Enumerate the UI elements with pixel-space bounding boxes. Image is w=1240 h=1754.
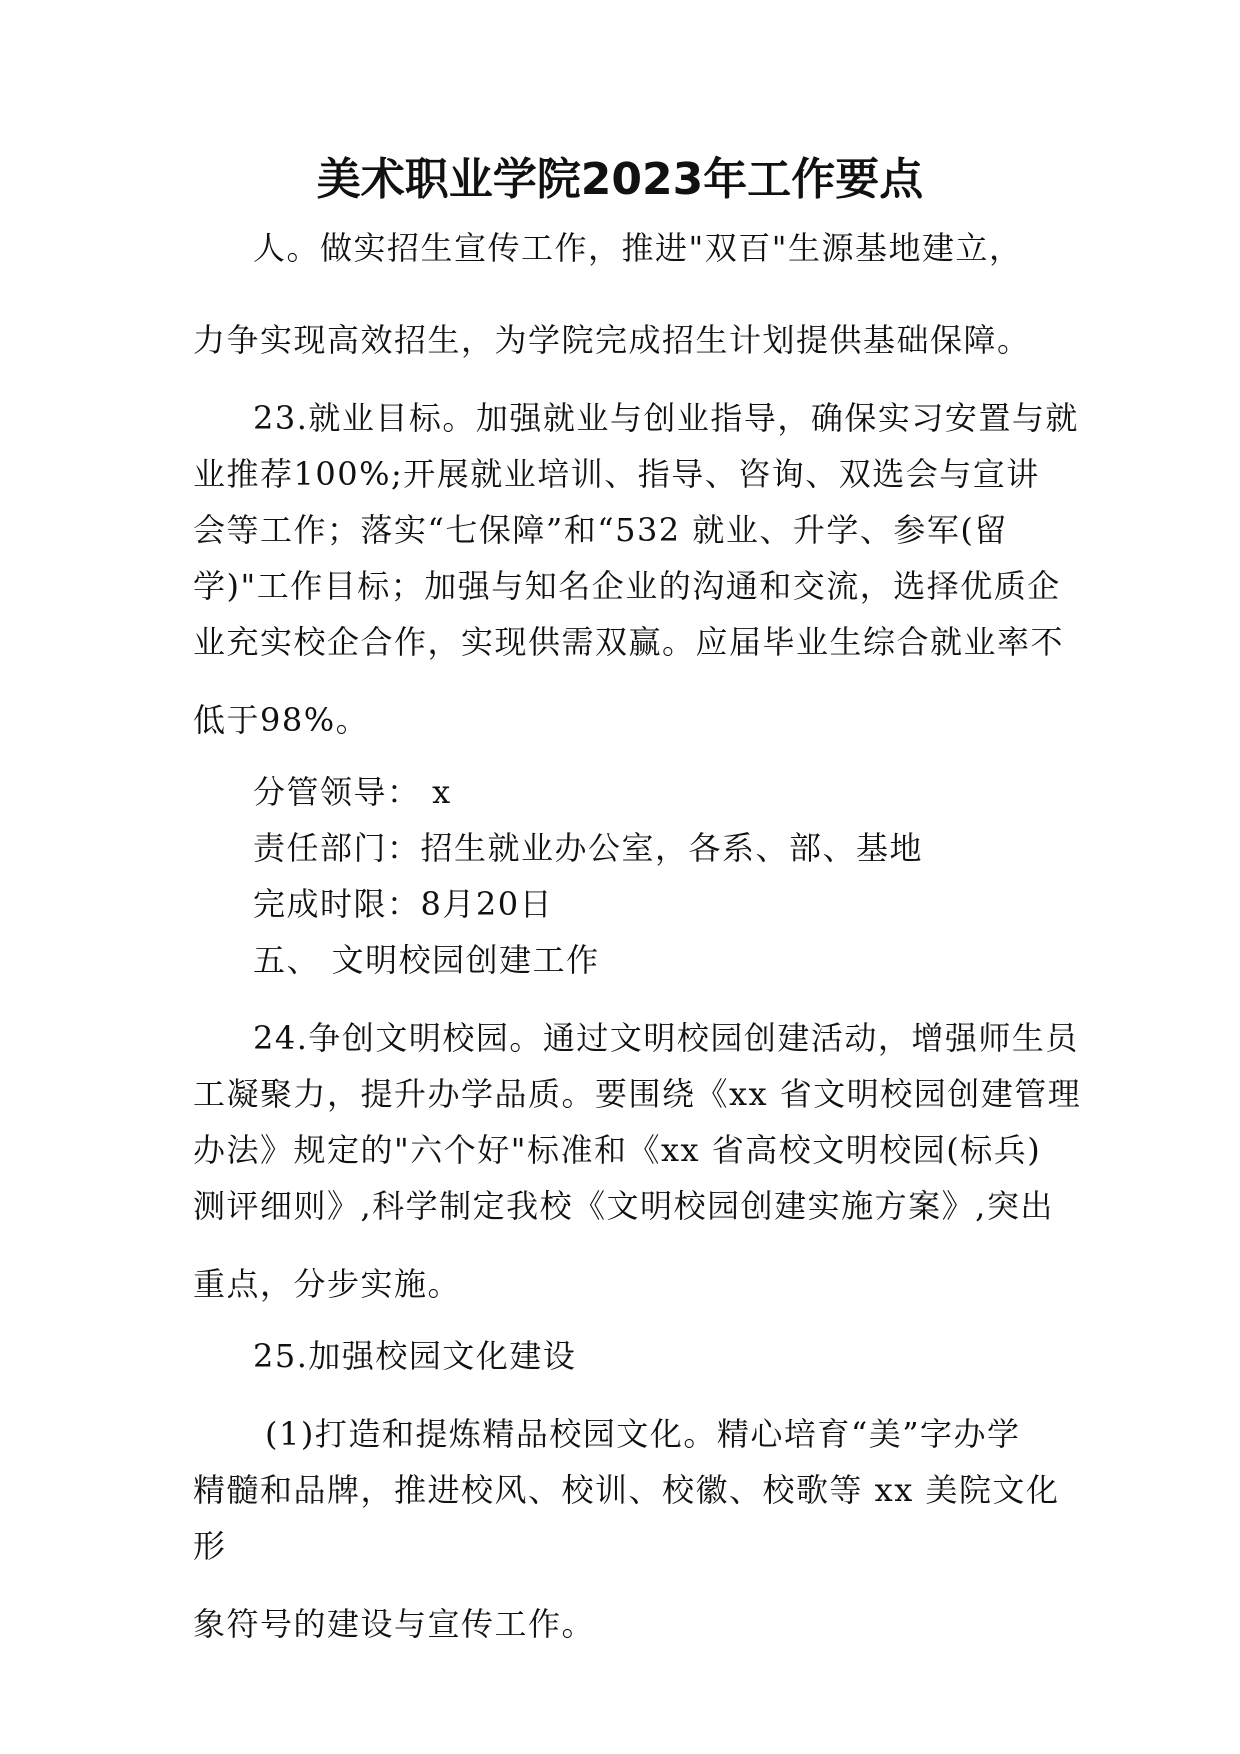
text-line: 分管领导： x [253, 773, 452, 811]
text-line: 办法》规定的"六个好"标准和《xx 省高校文明校园(标兵) [193, 1131, 1042, 1169]
text-line: 人。做实招生宣传工作，推进"双百"生源基地建立， [253, 229, 1023, 267]
document-title: 美术职业学院2023年工作要点 [316, 154, 924, 205]
text-line: 低于98%。 [193, 701, 370, 739]
text-line: 学)"工作目标；加强与知名企业的沟通和交流，选择优质企 [193, 567, 1061, 605]
text-line: 25.加强校园文化建设 [253, 1337, 577, 1375]
text-line: 力争实现高效招生，为学院完成招生计划提供基础保障。 [193, 321, 1031, 359]
text-line: 24.争创文明校园。通过文明校园创建活动，增强师生员 [253, 1019, 1079, 1057]
text-line: (1)打造和提炼精品校园文化。精心培育“美”字办学 [265, 1415, 1021, 1453]
text-line: 象符号的建设与宣传工作。 [193, 1605, 596, 1643]
text-line: 责任部门：招生就业办公室，各系、部、基地 [253, 829, 924, 867]
text-line: 工凝聚力，提升办学品质。要围绕《xx 省文明校园创建管理 [193, 1075, 1082, 1113]
text-line: 精髓和品牌，推进校风、校训、校徽、校歌等 xx 美院文化 [193, 1471, 1060, 1509]
section-heading: 五、 文明校园创建工作 [253, 941, 600, 979]
text-line: 业推荐100%;开展就业培训、指导、咨询、双选会与宣讲 [193, 455, 1040, 493]
text-line: 业充实校企合作，实现供需双赢。应届毕业生综合就业率不 [193, 623, 1065, 661]
text-line: 形 [193, 1527, 227, 1565]
text-line: 测评细则》,科学制定我校《文明校园创建实施方案》,突出 [193, 1187, 1054, 1225]
text-line: 完成时限：8月20日 [253, 885, 554, 923]
text-line: 会等工作；落实“七保障”和“532 就业、升学、参军(留 [193, 511, 1008, 549]
text-line: 重点，分步实施。 [193, 1265, 462, 1303]
text-line: 23.就业目标。加强就业与创业指导，确保实习安置与就 [253, 399, 1079, 437]
